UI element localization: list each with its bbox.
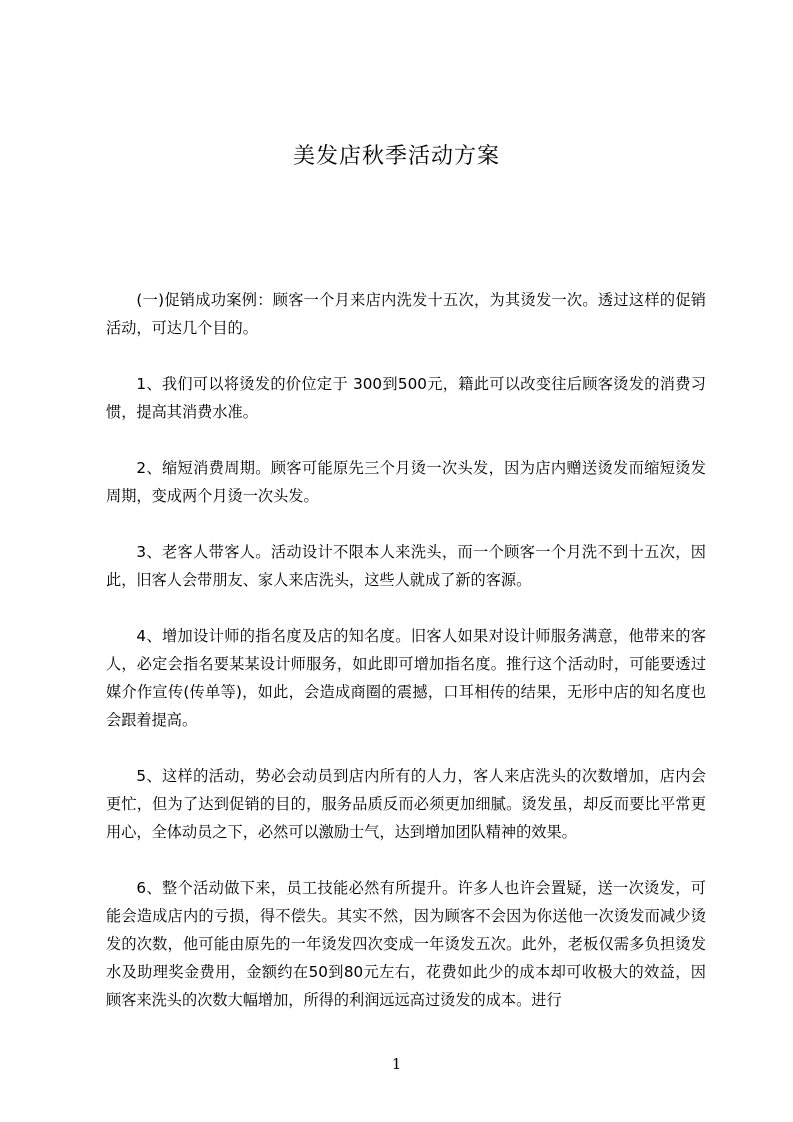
document-title: 美发店秋季活动方案 [292,144,500,169]
paragraph-point-5: 5、这样的活动，势必会动员到店内所有的人力，客人来店洗头的次数增加，店内会更忙，但为了达到促销的目的，服务品质反而必须更加细腻。烫发虽，却反而要比平常更用心，全体动员之下，必然可以激励士气，达到增加团队精神的效果。 [106,767,706,841]
page-number: 1 [391,1055,402,1073]
paragraph-point-3: 3、老客人带客人。活动设计不限本人来洗头，而一个顾客一个月洗不到十五次，因此，旧客人会带朋友、家人来店洗头，这些人就成了新的客源。 [106,543,706,589]
paragraph-point-4: 4、增加设计师的指名度及店的知名度。旧客人如果对设计师服务满意，他带来的客人，必定会指名要某某设计师服务，如此即可增加指名度。推行这个活动时，可能要透过媒介作宣传(传单等)，如此，会造成商圈的震撼，口耳相传的结果，无形中店的知名度也会跟着提高。 [106,627,706,729]
paragraph-point-1: 1、我们可以将烫发的价位定于 300到500元，籍此可以改变往后顾客烫发的消费习惯，提高其消费水准。 [106,375,706,421]
paragraph-point-6: 6、整个活动做下来，员工技能必然有所提升。许多人也许会置疑，送一次烫发，可能会造成店内的亏损，得不偿失。其实不然，因为顾客不会因为你送他一次烫发而减少烫发的次数，他可能由原先的一年烫发四次变成一年烫发五次。此外，老板仅需多负担烫发水及助理奖金费用，金额约在50到80元左右，花费如此少的成本却可收极大的效益，因顾客来洗头的次数大幅增加，所得的利润远远高过烫发的成本。进行 [106,879,706,1009]
document-body [106,286,706,1042]
paragraph-intro: (一)促销成功案例：顾客一个月来店内洗发十五次，为其烫发一次。透过这样的促销活动，可达几个目的。 [106,291,706,337]
paragraph-point-2: 2、缩短消费周期。顾客可能原先三个月烫一次头发，因为店内赠送烫发而缩短烫发周期，变成两个月烫一次头发。 [106,459,706,505]
